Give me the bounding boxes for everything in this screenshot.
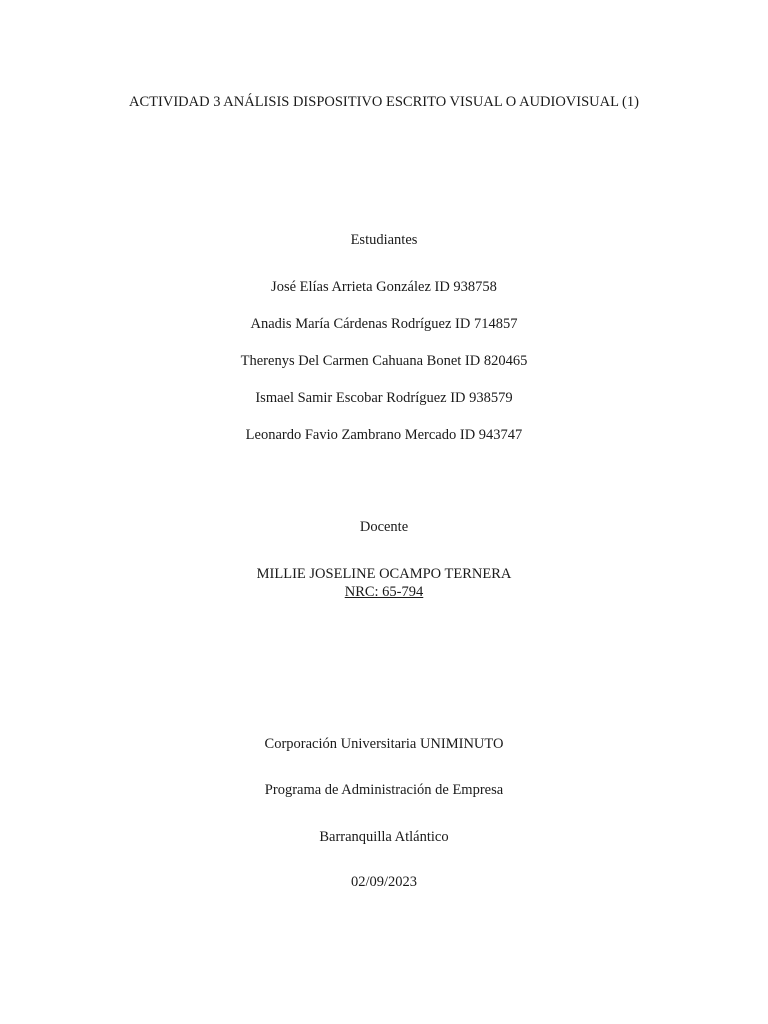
student-name: Ismael Samir Escobar Rodríguez ID 938579 xyxy=(255,390,513,406)
student-name: Anadis María Cárdenas Rodríguez ID 714857 xyxy=(250,316,518,332)
teacher-name: MILLIE JOSELINE OCAMPO TERNERA xyxy=(256,566,512,582)
student-name: Leonardo Favio Zambrano Mercado ID 943747 xyxy=(245,427,523,443)
institution-name: Corporación Universitaria UNIMINUTO xyxy=(264,736,504,752)
document-title: ACTIVIDAD 3 ANÁLISIS DISPOSITIVO ESCRITO VISUAL O AUDIOVISUAL (1) xyxy=(129,94,639,110)
student-name: Therenys Del Carmen Cahuana Bonet ID 820465 xyxy=(240,353,528,369)
nrc-code: NRC: 65-794 xyxy=(344,584,424,600)
students-heading: Estudiantes xyxy=(350,232,418,248)
city-name: Barranquilla Atlántico xyxy=(319,829,449,845)
student-name: José Elías Arrieta González ID 938758 xyxy=(271,279,497,295)
document-date: 02/09/2023 xyxy=(350,874,418,890)
program-name: Programa de Administración de Empresa xyxy=(264,782,504,798)
nrc-line xyxy=(0,583,768,601)
teacher-heading: Docente xyxy=(359,519,409,535)
